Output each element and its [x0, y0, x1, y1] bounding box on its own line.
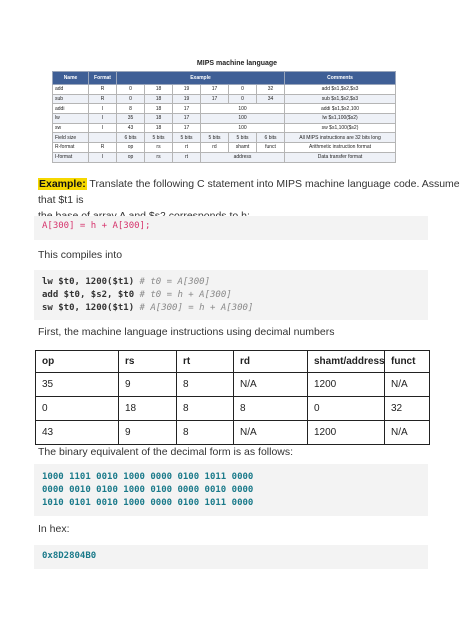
- mips-cell-field: 0: [229, 85, 257, 95]
- mips-header-example: Example: [117, 72, 285, 85]
- decimal-header-rd: rd: [234, 351, 308, 373]
- decimal-row: [36, 397, 430, 421]
- mips-cell-field: rs: [145, 143, 173, 153]
- mips-cell-field: 100: [201, 114, 285, 124]
- c-statement-code-block: [34, 216, 428, 240]
- binary-line: 1000 1101 0010 1000 0000 0100 1011 0000: [42, 472, 254, 482]
- mips-cell-name: sub: [53, 94, 89, 104]
- decimal-cell: N/A: [234, 373, 308, 397]
- decimal-text: First, the machine language instructions using decimal numbers: [38, 326, 335, 338]
- mips-cell-comment: Data transfer format: [285, 152, 396, 162]
- mips-cell-format: [89, 133, 117, 143]
- mips-cell-comment: sub $s1,$s2,$s3: [285, 94, 396, 104]
- decimal-header-row: [36, 351, 430, 373]
- asm-line: [42, 303, 253, 313]
- mips-cell-comment: addi $s1,$s2,100: [285, 104, 396, 114]
- mips-cell-field: address: [201, 152, 285, 162]
- decimal-cell: 1200: [308, 373, 385, 397]
- decimal-cell: N/A: [385, 373, 430, 397]
- mips-reference-table: [52, 71, 396, 163]
- mips-cell-field: 18: [145, 85, 173, 95]
- decimal-instruction-table: [35, 350, 430, 445]
- mips-cell-field: 5 bits: [173, 133, 201, 143]
- binary-line: 0000 0010 0100 1000 0100 0000 0010 0000: [42, 485, 254, 495]
- mips-cell-format: I: [89, 152, 117, 162]
- asm-comment: # t0 = h + A[300]: [134, 290, 232, 300]
- mips-cell-field: 6 bits: [117, 133, 145, 143]
- decimal-header-shamt-address: shamt/address: [308, 351, 385, 373]
- mips-row: [53, 94, 396, 104]
- mips-row: [53, 104, 396, 114]
- example-label: Example:: [39, 178, 86, 190]
- mips-cell-name: Field size: [53, 133, 89, 143]
- decimal-cell: 8: [177, 397, 234, 421]
- c-statement: A[300] = h + A[300];: [42, 221, 151, 231]
- decimal-cell: 43: [36, 421, 119, 445]
- mips-row: [53, 143, 396, 153]
- mips-cell-field: 0: [117, 85, 145, 95]
- mips-cell-field: 17: [173, 114, 201, 124]
- hex-code-block: [34, 545, 428, 569]
- mips-cell-format: R: [89, 85, 117, 95]
- mips-cell-field: 17: [201, 85, 229, 95]
- mips-cell-comment: lw $s1,100($s2): [285, 114, 396, 124]
- mips-cell-format: I: [89, 123, 117, 133]
- decimal-cell: 8: [234, 397, 308, 421]
- mips-row: [53, 123, 396, 133]
- decimal-header-rt: rt: [177, 351, 234, 373]
- mips-cell-field: op: [117, 152, 145, 162]
- mips-row: [53, 114, 396, 124]
- mips-cell-name: addi: [53, 104, 89, 114]
- mips-row: [53, 85, 396, 95]
- mips-cell-field: 35: [117, 114, 145, 124]
- decimal-cell: 35: [36, 373, 119, 397]
- decimal-row: [36, 373, 430, 397]
- mips-cell-field: 8: [117, 104, 145, 114]
- mips-cell-field: 0: [117, 94, 145, 104]
- binary-line: 1010 0101 0010 1000 0000 0100 1011 0000: [42, 498, 254, 508]
- decimal-cell: N/A: [234, 421, 308, 445]
- decimal-header-funct: funct: [385, 351, 430, 373]
- mips-cell-field: 5 bits: [201, 133, 229, 143]
- mips-cell-format: R: [89, 94, 117, 104]
- mips-cell-field: 0: [229, 94, 257, 104]
- mips-cell-comment: All MIPS instructions are 32 bits long: [285, 133, 396, 143]
- mips-cell-field: 43: [117, 123, 145, 133]
- hex-text: In hex:: [38, 523, 70, 535]
- mips-cell-comment: Arithmetic instruction format: [285, 143, 396, 153]
- mips-row: [53, 133, 396, 143]
- decimal-cell: 1200: [308, 421, 385, 445]
- mips-cell-field: 100: [201, 123, 285, 133]
- asm-args: $t0, 1200($t1): [52, 277, 135, 287]
- mips-header-name: Name: [53, 72, 89, 85]
- binary-text: The binary equivalent of the decimal form is as follows:: [38, 446, 294, 458]
- asm-line: [42, 290, 232, 300]
- decimal-cell: N/A: [385, 421, 430, 445]
- mips-cell-comment: sw $s1,100($s2): [285, 123, 396, 133]
- decimal-row: [36, 421, 430, 445]
- mips-cell-field: 18: [145, 114, 173, 124]
- mips-cell-field: 5 bits: [145, 133, 173, 143]
- mips-cell-field: 100: [201, 104, 285, 114]
- asm-comment: # t0 = A[300]: [134, 277, 210, 287]
- decimal-header-op: op: [36, 351, 119, 373]
- asm-code-block: [34, 270, 428, 320]
- asm-line: [42, 277, 210, 287]
- decimal-cell: 8: [177, 421, 234, 445]
- mips-cell-field: 6 bits: [257, 133, 285, 143]
- asm-op: sw: [42, 303, 53, 313]
- mips-cell-field: 17: [201, 94, 229, 104]
- mips-cell-field: 18: [145, 94, 173, 104]
- asm-op: add: [42, 290, 59, 300]
- mips-cell-field: 19: [173, 85, 201, 95]
- mips-cell-format: R: [89, 143, 117, 153]
- mips-cell-field: 5 bits: [229, 133, 257, 143]
- mips-cell-comment: add $s1,$s2,$s3: [285, 85, 396, 95]
- decimal-cell: 8: [177, 373, 234, 397]
- mips-cell-field: rt: [173, 143, 201, 153]
- mips-cell-field: 18: [145, 123, 173, 133]
- mips-header-row: [53, 72, 396, 85]
- decimal-cell: 32: [385, 397, 430, 421]
- mips-cell-field: funct: [257, 143, 285, 153]
- compiles-text: This compiles into: [38, 249, 123, 261]
- asm-op: lw: [42, 277, 53, 287]
- mips-cell-field: rd: [201, 143, 229, 153]
- mips-header-comments: Comments: [285, 72, 396, 85]
- mips-cell-name: add: [53, 85, 89, 95]
- mips-cell-field: 34: [257, 94, 285, 104]
- mips-cell-field: 32: [257, 85, 285, 95]
- asm-args: $t0, $s2, $t0: [58, 290, 135, 300]
- binary-code-block: [34, 464, 428, 516]
- decimal-cell: 18: [119, 397, 177, 421]
- hex-value: 0x8D2804B0: [42, 551, 97, 561]
- mips-header-format: Format: [89, 72, 117, 85]
- mips-cell-name: sw: [53, 123, 89, 133]
- decimal-cell: 9: [119, 421, 177, 445]
- asm-comment: # A[300] = h + A[300]: [134, 303, 254, 313]
- mips-cell-field: rt: [173, 152, 201, 162]
- mips-cell-field: 17: [173, 123, 201, 133]
- decimal-cell: 9: [119, 373, 177, 397]
- mips-cell-field: rs: [145, 152, 173, 162]
- mips-cell-format: I: [89, 104, 117, 114]
- mips-cell-name: R-format: [53, 143, 89, 153]
- mips-cell-format: I: [89, 114, 117, 124]
- decimal-cell: 0: [36, 397, 119, 421]
- mips-cell-field: shamt: [229, 143, 257, 153]
- example-text-line1: Translate the following C statement into MIPS machine language code. Assume that $t1 is: [38, 178, 460, 206]
- mips-cell-field: 19: [173, 94, 201, 104]
- mips-title: MIPS machine language: [196, 60, 278, 67]
- mips-cell-field: op: [117, 143, 145, 153]
- decimal-header-rs: rs: [119, 351, 177, 373]
- mips-cell-field: 18: [145, 104, 173, 114]
- asm-args: $t0, 1200($t1): [52, 303, 135, 313]
- mips-cell-name: lw: [53, 114, 89, 124]
- mips-cell-field: 17: [173, 104, 201, 114]
- mips-row: [53, 152, 396, 162]
- mips-cell-name: I-format: [53, 152, 89, 162]
- decimal-cell: 0: [308, 397, 385, 421]
